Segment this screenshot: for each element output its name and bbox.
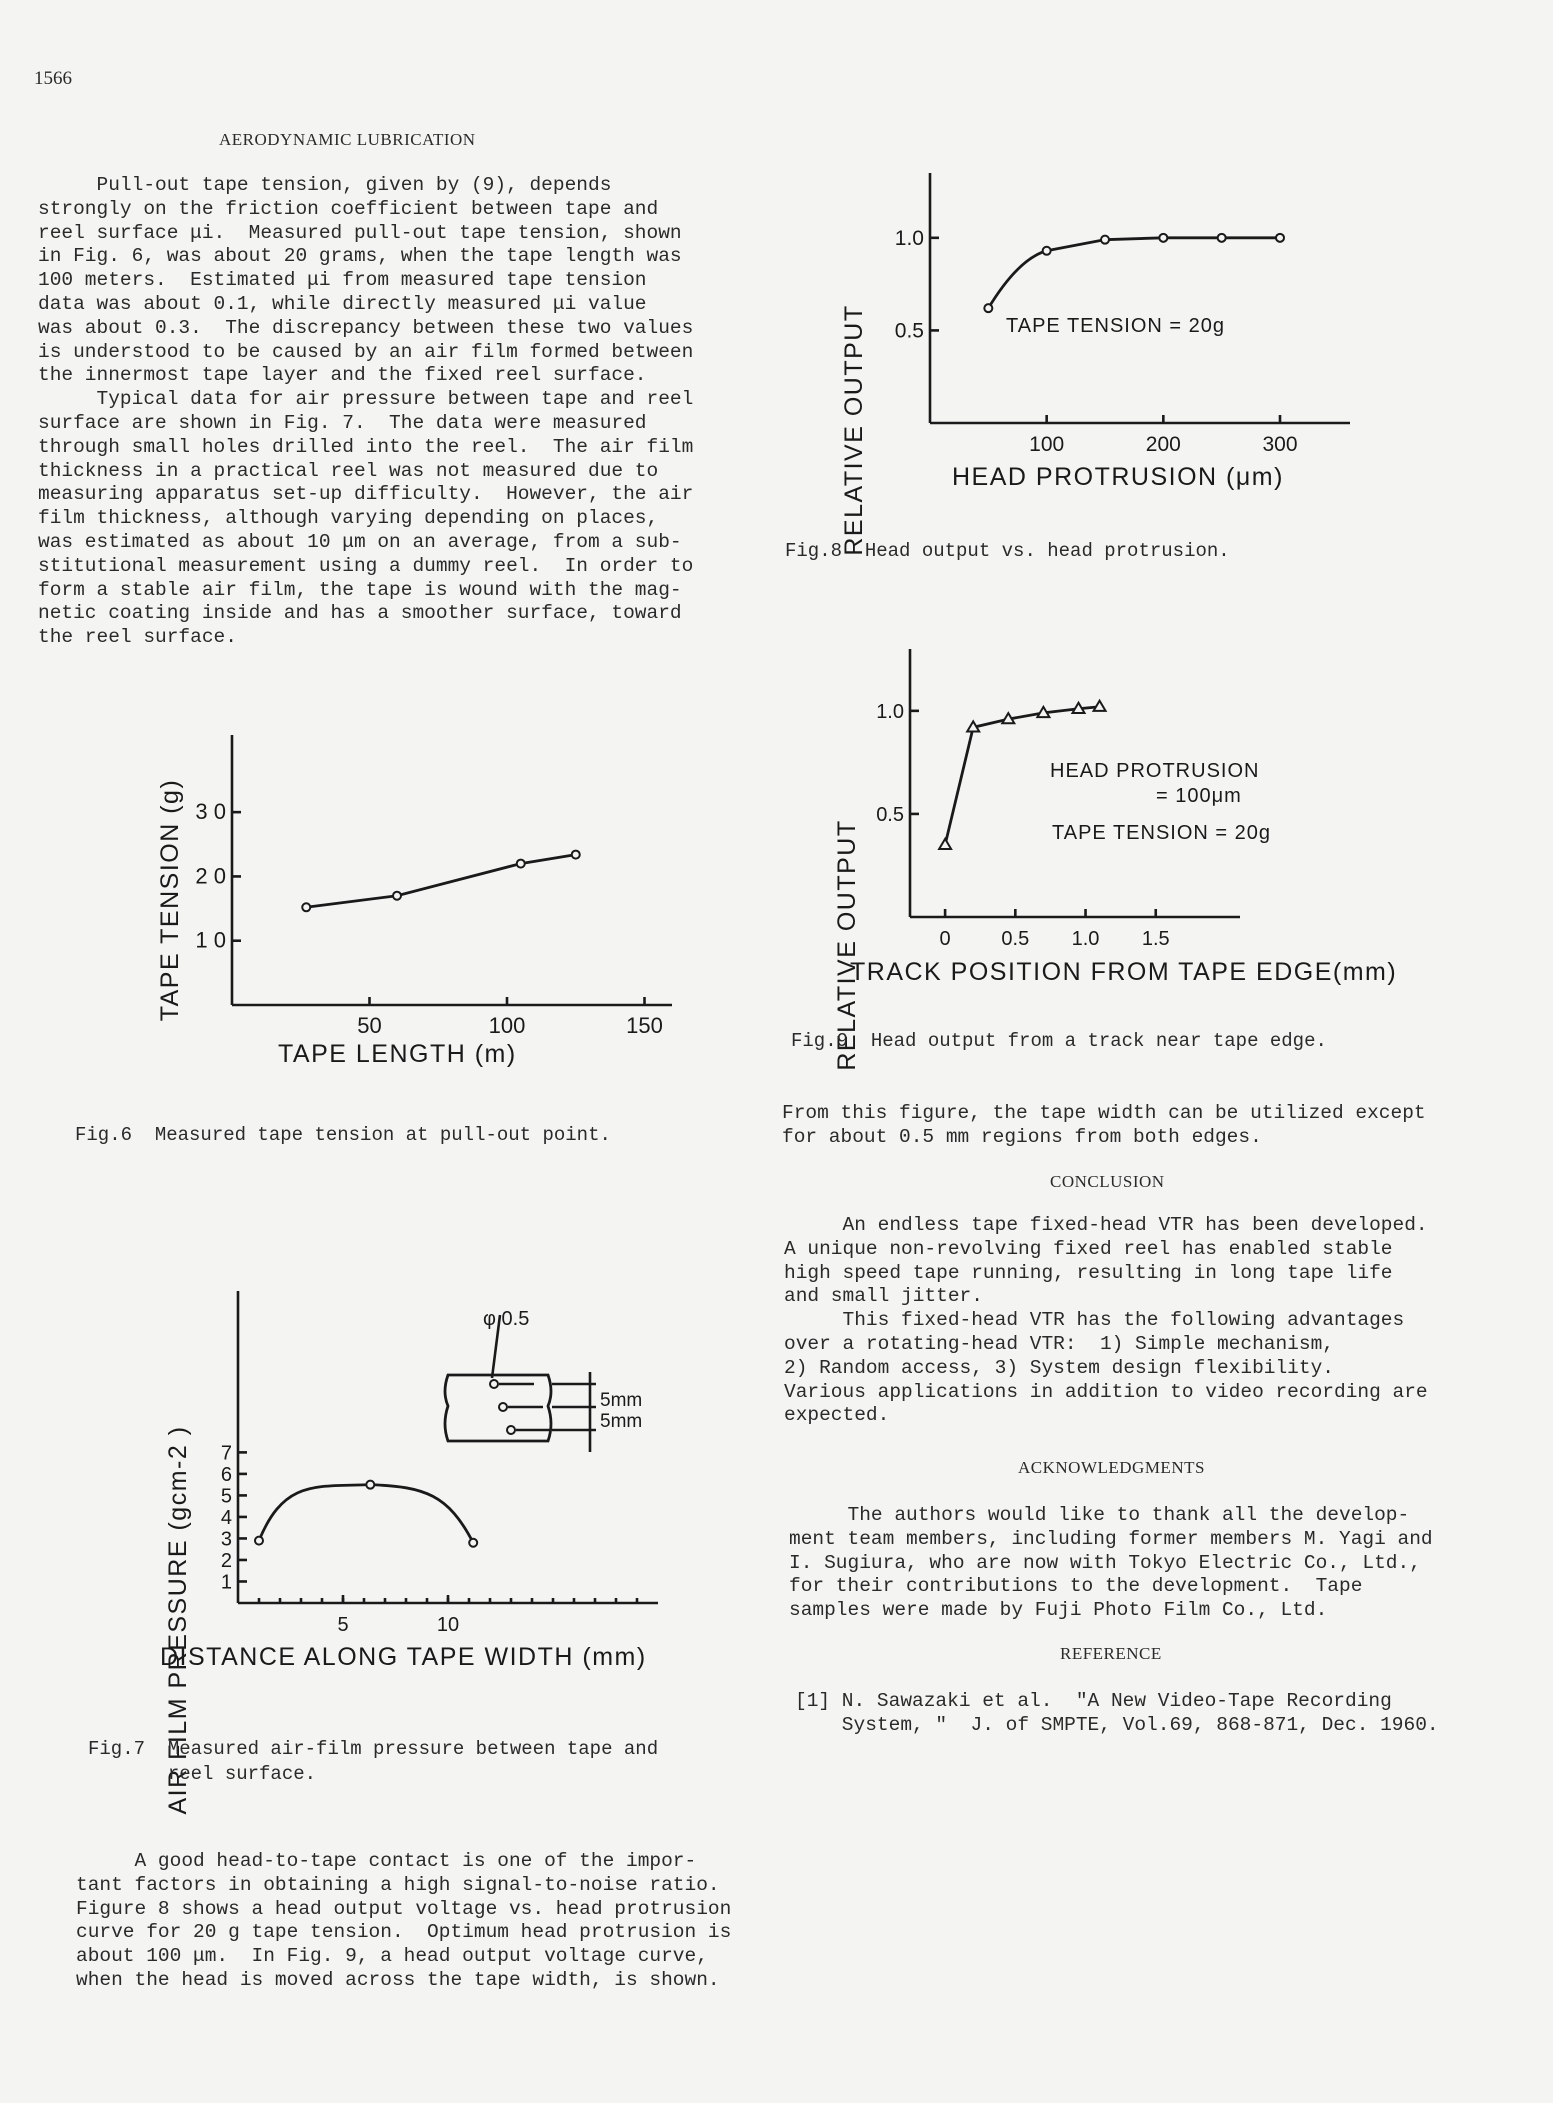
x-tick-label: 10	[436, 1614, 460, 1636]
y-tick-label: 3 0	[195, 799, 226, 825]
text-line: over a rotating-head VTR: 1) Simple mechanism,	[784, 1332, 1334, 1355]
y-tick-label: 2 0	[195, 863, 226, 889]
y-tick-label: 5	[220, 1485, 232, 1508]
y-tick-label: 4	[220, 1506, 232, 1529]
body-paragraph-right-1	[782, 1102, 1426, 1150]
x-tick-label: 0	[939, 928, 951, 950]
y-tick-label: 7	[220, 1442, 232, 1465]
caption-fig9: Fig.9 Head output from a track near tape edge.	[791, 1030, 1327, 1052]
text-line: strongly on the friction coefficient between tape and	[38, 197, 659, 220]
text-line: The authors would like to thank all the develop-	[789, 1504, 1410, 1526]
x-axis-label: TRACK POSITION FROM TAPE EDGE(mm)	[850, 958, 1398, 986]
text-line: was about 0.3. The discrepancy between these two values	[38, 316, 694, 339]
text-line: Figure 8 shows a head output voltage vs. head protrusion	[76, 1897, 732, 1920]
text-line: ment team members, including former members M. Yagi and	[789, 1527, 1433, 1550]
chart-annotation: HEAD PROTRUSION	[1050, 760, 1260, 782]
x-tick-label: 300	[1262, 433, 1298, 456]
y-tick-label: 2	[220, 1549, 232, 1572]
x-tick-label: 150	[626, 1013, 663, 1038]
text-line: From this figure, the tape width can be utilized except	[782, 1102, 1426, 1124]
text-line: measuring apparatus set-up difficulty. However, the air	[38, 483, 694, 506]
text-line: This fixed-head VTR has the following advantages	[784, 1309, 1405, 1332]
text-line: through small holes drilled into the reel. The air film	[38, 435, 694, 458]
reference-text	[795, 1690, 1439, 1738]
text-line: for about 0.5 mm regions from both edges.	[782, 1125, 1262, 1148]
text-line: high speed tape running, resulting in long tape life	[784, 1261, 1393, 1284]
text-line: curve for 20 g tape tension. Optimum head protrusion is	[76, 1921, 732, 1944]
text-line: 100 meters. Estimated μi from measured tape tension	[38, 269, 647, 292]
y-axis-label: AIR FILM PRESSURE (gcm-2 )	[164, 1425, 192, 1815]
text-line: System, " J. of SMPTE, Vol.69, 868-871, Dec. 1960.	[795, 1713, 1439, 1736]
text-line: and small jitter.	[784, 1285, 983, 1308]
x-tick-label: 50	[357, 1013, 382, 1038]
x-tick-label: 1.0	[1071, 928, 1100, 950]
text-line: netic coating inside and has a smoother surface, toward	[38, 602, 682, 625]
text-line: reel surface μi. Measured pull-out tape tension, shown	[38, 221, 682, 244]
spacing-label: 5mm	[600, 1411, 643, 1432]
y-tick-label: 1 0	[195, 927, 226, 953]
text-line: Typical data for air pressure between tape and reel	[38, 388, 694, 411]
text-line: surface are shown in Fig. 7. The data were measured	[38, 411, 647, 434]
chart-annotation: = 100μm	[1156, 785, 1242, 807]
chart-annotation: TAPE TENSION = 20g	[1052, 822, 1272, 844]
y-tick-label: 0.5	[894, 319, 924, 343]
text-line: I. Sugiura, who are now with Tokyo Electric Co., Ltd.,	[789, 1551, 1421, 1574]
y-tick-label: 1.0	[894, 226, 924, 250]
hole-diameter-label: φ 0.5	[483, 1308, 530, 1330]
text-line: Various applications in addition to video recording are	[784, 1380, 1428, 1403]
y-tick-label: 1	[220, 1571, 232, 1594]
chart-annotation: TAPE TENSION = 20g	[1006, 315, 1226, 337]
x-tick-label: 100	[488, 1013, 526, 1038]
heading-conclusion: CONCLUSION	[1050, 1172, 1165, 1191]
x-tick-label: 200	[1145, 433, 1181, 456]
text-line: was estimated as about 10 μm on an average, from a sub-	[38, 530, 682, 553]
text-line: data was about 0.1, while directly measured μi value	[38, 292, 647, 315]
x-axis-label: DISTANCE ALONG TAPE WIDTH (mm)	[160, 1643, 647, 1671]
text-line: [1] N. Sawazaki et al. "A New Video-Tape Recording	[795, 1690, 1392, 1712]
page-number: 1566	[34, 68, 72, 89]
y-tick-label: 6	[220, 1463, 232, 1486]
y-axis-label: TAPE TENSION (g)	[156, 778, 184, 1022]
data-point	[939, 839, 951, 849]
heading-acknowledgments: ACKNOWLEDGMENTS	[1018, 1458, 1205, 1477]
caption-fig7-line1: Fig.7 Measured air-film pressure between tape and	[88, 1738, 659, 1760]
caption-fig7-line2: reel surface.	[88, 1763, 317, 1785]
text-line: form a stable air film, the tape is wound with the mag-	[38, 578, 682, 601]
x-axis-label: HEAD PROTRUSION (μm)	[952, 463, 1284, 491]
x-tick-label: 100	[1029, 433, 1065, 456]
x-tick-label: 5	[337, 1614, 349, 1636]
text-line: thickness in a practical reel was not measured due to	[38, 459, 659, 482]
text-line: is understood to be caused by an air film formed between	[38, 340, 694, 363]
text-line: samples were made by Fuji Photo Film Co., Ltd.	[789, 1599, 1328, 1622]
text-line: the innermost tape layer and the fixed reel surface.	[38, 364, 647, 387]
caption-fig8: Fig.8 Head output vs. head protrusion.	[785, 540, 1230, 562]
y-axis-label: RELATIVE OUTPUT	[840, 304, 868, 556]
heading-reference: REFERENCE	[1060, 1644, 1162, 1663]
text-line: tant factors in obtaining a high signal-to-noise ratio.	[76, 1873, 720, 1896]
caption-fig6: Fig.6 Measured tape tension at pull-out point.	[75, 1124, 611, 1146]
conclusion-text	[784, 1214, 1428, 1428]
text-line: film thickness, although varying depending on places,	[38, 507, 659, 530]
y-axis-label: RELATIVE OUTPUT	[833, 819, 861, 1071]
text-line: for their contributions to the development. Tape	[789, 1575, 1363, 1598]
text-line: Pull-out tape tension, given by (9), depends	[38, 174, 612, 196]
x-tick-label: 0.5	[1001, 928, 1030, 950]
spacing-label: 5mm	[600, 1390, 643, 1411]
text-line: when the head is moved across the tape width, is shown.	[76, 1968, 720, 1991]
y-tick-label: 3	[220, 1528, 232, 1551]
text-line: the reel surface.	[38, 626, 237, 649]
x-tick-label: 1.5	[1141, 928, 1170, 950]
text-line: An endless tape fixed-head VTR has been developed.	[784, 1214, 1428, 1236]
text-line: A unique non-revolving fixed reel has enabled stable	[784, 1237, 1393, 1260]
text-line: about 100 μm. In Fig. 9, a head output voltage curve,	[76, 1945, 708, 1968]
text-line: expected.	[784, 1404, 890, 1427]
y-tick-label: 0.5	[876, 803, 904, 826]
text-line: in Fig. 6, was about 20 grams, when the tape length was	[38, 245, 682, 268]
x-axis-label: TAPE LENGTH (m)	[278, 1040, 517, 1068]
text-line: stitutional measurement using a dummy reel. In order to	[38, 554, 694, 577]
y-tick-label: 1.0	[876, 700, 904, 723]
running-head: AERODYNAMIC LUBRICATION	[219, 130, 476, 149]
acknowledgments-text	[789, 1504, 1433, 1623]
text-line: 2) Random access, 3) System design flexibility.	[784, 1356, 1334, 1379]
text-line: A good head-to-tape contact is one of the impor-	[76, 1850, 697, 1872]
